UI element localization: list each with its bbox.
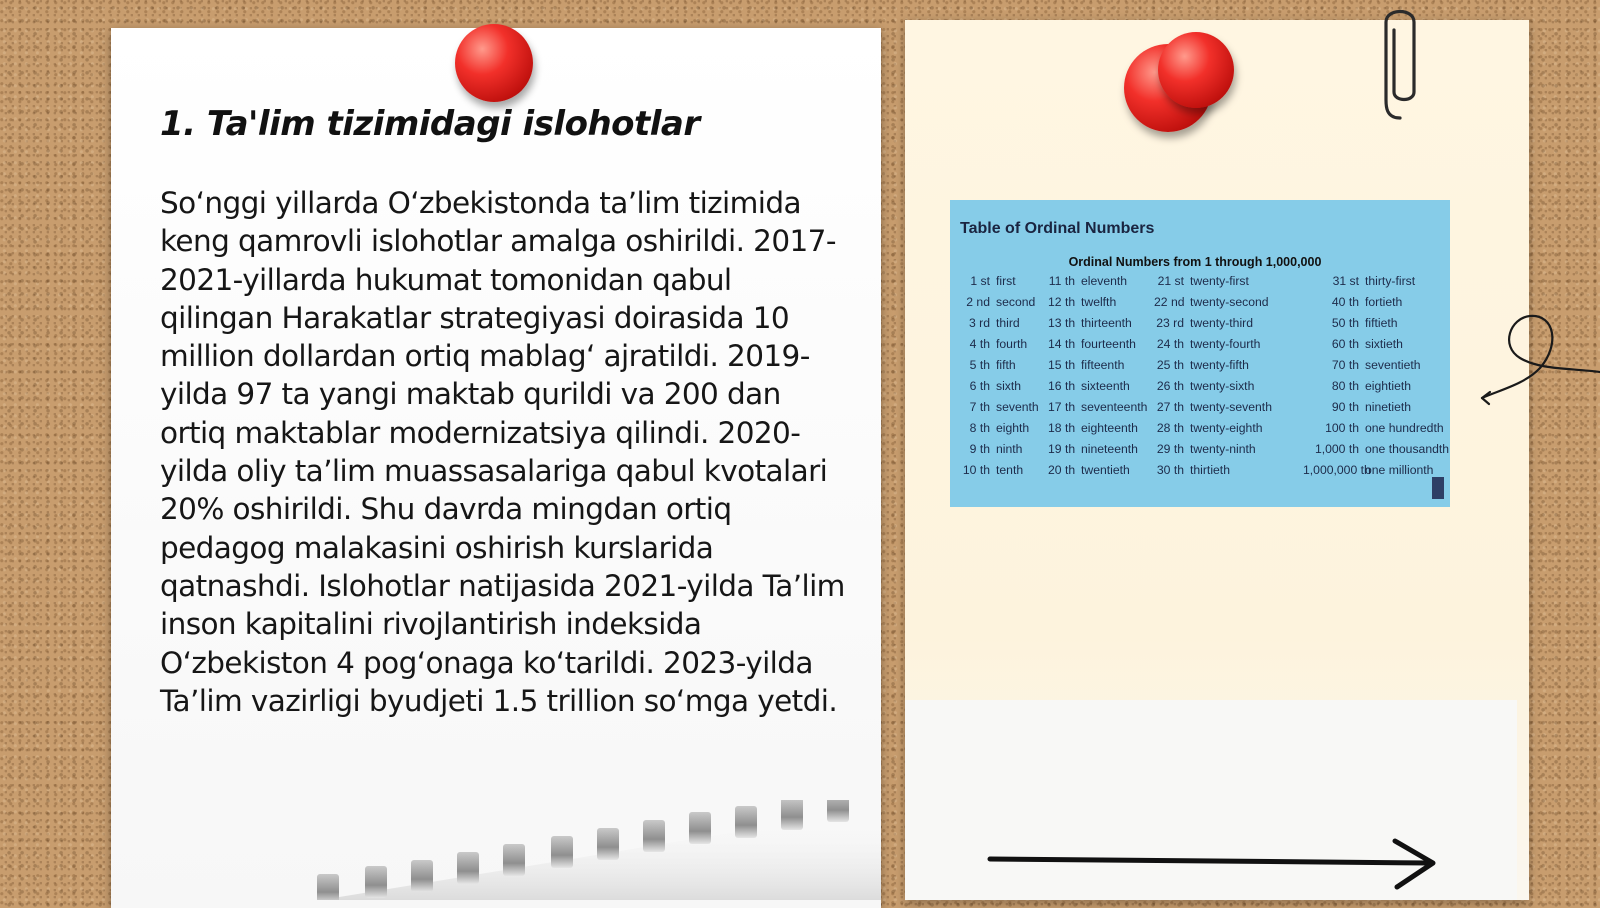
ordinal-number: 22 nd [1154,295,1185,309]
table-title: Table of Ordinal Numbers [960,220,1155,237]
ordinal-word: eighteenth [1081,421,1138,435]
ordinal-word: seventeenth [1081,400,1148,414]
ordinal-word: thirtieth [1190,463,1230,477]
ordinal-number: 50 th [1331,316,1359,330]
ordinal-number: 100 th [1325,421,1359,435]
ordinal-number: 29 th [1156,442,1184,456]
ordinal-word: twenty-seventh [1190,400,1272,414]
ordinal-number: 12 th [1048,295,1076,309]
ordinal-number: 11 th [1048,274,1075,288]
ordinal-number: 7 th [969,400,990,414]
ordinal-number: 15 th [1048,358,1076,372]
ordinal-number: 1 st [970,274,990,288]
ordinal-number: 20 th [1048,463,1076,477]
red-pushpin-icon [455,24,533,102]
ordinal-number: 31 st [1332,274,1359,288]
ordinal-number: 18 th [1048,421,1076,435]
ordinal-word: twenty-eighth [1190,421,1263,435]
ordinal-number: 23 rd [1156,316,1184,330]
ordinal-number: 9 th [969,442,990,456]
ordinal-number: 25 th [1156,358,1184,372]
ordinal-word: first [996,274,1016,288]
ordinal-number: 1,000,000 th [1303,463,1371,477]
ordinal-number: 21 st [1157,274,1184,288]
ordinal-grid [962,274,1450,484]
ordinal-numbers-table [950,200,1450,507]
ordinal-number: 1,000 th [1314,442,1359,456]
ordinal-word: sixtieth [1365,337,1403,351]
ordinal-word: fortieth [1365,295,1403,309]
ordinal-number: 6 th [969,379,990,393]
ordinal-word: fourteenth [1081,337,1136,351]
ordinal-number: 4 th [969,337,990,351]
ordinal-number: 27 th [1156,400,1184,414]
ordinal-word: fifth [996,358,1016,372]
ordinal-word: fiftieth [1365,316,1398,330]
ordinal-number: 60 th [1331,337,1359,351]
ordinal-number: 40 th [1331,295,1359,309]
ordinal-word: twelfth [1081,295,1117,309]
ordinal-word: twenty-ninth [1190,442,1256,456]
ordinal-word: one thousandth [1365,442,1450,456]
ordinal-number: 5 th [969,358,990,372]
ordinal-word: thirty-first [1365,274,1416,288]
ordinal-number: 70 th [1331,358,1359,372]
ordinal-word: twenty-fourth [1190,337,1261,351]
ordinal-word: twenty-fifth [1190,358,1249,372]
note-heading: 1. Ta'lim tizimidagi islohotlar [160,104,700,144]
ordinal-number: 13 th [1048,316,1076,330]
ordinal-word: ninth [996,442,1023,456]
ordinal-word: sixth [996,379,1022,393]
ordinal-word: one hundredth [1365,421,1444,435]
ordinal-number: 16 th [1048,379,1076,393]
ordinal-word: third [996,316,1020,330]
ordinal-word: seventh [996,400,1039,414]
ordinal-number: 2 nd [966,295,990,309]
red-pushpin-icon [1158,32,1234,108]
table-logo-icon [1432,477,1444,499]
ordinal-word: tenth [996,463,1024,477]
ordinal-number: 90 th [1331,400,1359,414]
ordinal-word: twenty-third [1190,316,1253,330]
ordinal-number: 30 th [1156,463,1184,477]
ordinal-word: second [996,295,1036,309]
ordinal-word: twenty-second [1190,295,1269,309]
ordinal-word: eighth [996,421,1030,435]
ordinal-word: eightieth [1365,379,1412,393]
ordinal-word: sixteenth [1081,379,1130,393]
string-loop-icon [1480,310,1600,410]
ordinal-number: 8 th [969,421,990,435]
ordinal-number: 19 th [1048,442,1076,456]
ordinal-word: twenty-first [1190,274,1249,288]
ordinal-number: 28 th [1156,421,1184,435]
ordinal-number: 14 th [1048,337,1076,351]
ordinal-number: 3 rd [968,316,990,330]
ordinal-number: 17 th [1048,400,1076,414]
arrow-right-icon [985,835,1445,895]
ordinal-word: one millionth [1365,463,1434,477]
ordinal-number: 10 th [962,463,990,477]
ordinal-word: fourth [996,337,1028,351]
ordinal-word: twentieth [1081,463,1130,477]
ordinal-number: 26 th [1156,379,1184,393]
ordinal-word: eleventh [1081,274,1128,288]
ordinal-word: nineteenth [1081,442,1138,456]
ordinal-word: ninetieth [1365,400,1412,414]
paperclip-icon [1380,0,1420,125]
table-subtitle: Ordinal Numbers from 1 through 1,000,000 [1068,255,1322,269]
ordinal-number: 80 th [1331,379,1359,393]
note-body-text: So‘nggi yillarda O‘zbekistonda ta’lim tizimida keng qamrovli islohotlar amalga oshirildi. 2017-2021-yillarda hukumat tomonidan qabul qilingan Harakatlar strategiyasi doirasida 10 million dollardan ortiq mablag‘ ajratildi. 2019-yilda 97 ta yangi maktab qurildi va 200 dan ortiq maktablar modernizatsiya qilindi. 2020-yilda oliy ta’lim muassasalariga qabul kvotalari 20% oshirildi. Shu davrda mingdan ortiq pedagog malakasini oshirish kurslarida qatnashdi. Islohotlar natijasida 2021-yilda Ta’lim inson kapitalini rivojlantirish indeksida O‘zbekiston 4 pog‘onaga ko‘tarildi. 2023-yilda Ta’lim vazirligi byudjeti 1.5 trillion so‘mga yetdi. [160,186,845,718]
ordinal-word: thirteenth [1081,316,1132,330]
ordinal-word: seventieth [1365,358,1421,372]
ordinal-number: 24 th [1156,337,1184,351]
ordinal-word: fifteenth [1081,358,1125,372]
ordinal-word: twenty-sixth [1190,379,1255,393]
notebook-tear-strip [111,800,881,900]
